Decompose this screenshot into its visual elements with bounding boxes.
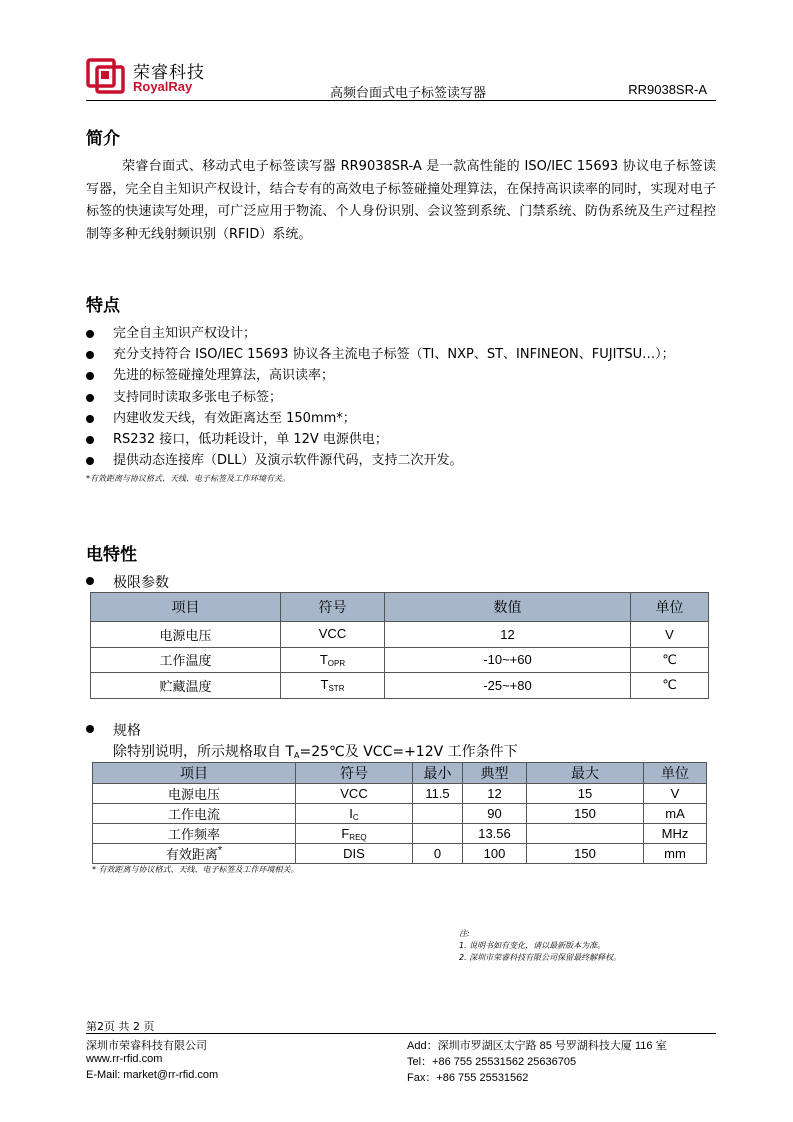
revision-notes: [459, 928, 621, 964]
electrical-heading: 电特性: [86, 545, 137, 565]
list-item: 完全自主知识产权设计；: [86, 323, 726, 344]
column-header: 符号: [281, 593, 385, 622]
document-title: 高频台面式电子标签读写器: [330, 86, 487, 101]
cell-symbol: $T_{STR}$: [281, 673, 385, 699]
specs-table: [92, 762, 707, 864]
feature-list: [86, 323, 726, 471]
table-header-row: [91, 593, 709, 622]
column-header: 数值: [385, 593, 631, 622]
list-item: 充分支持符合 ISO/IEC 15693 协议各主流电子标签（TI、NXP、ST、INFINEON、FUJITSU…）；: [86, 344, 726, 365]
footer-email-link[interactable]: E-Mail: market@rr-rfid.com: [86, 1069, 219, 1081]
table-row: [91, 622, 709, 648]
cell-typ: 12: [463, 784, 527, 804]
cell-symbol: $I_C$: [296, 804, 413, 824]
specs-label: 规格: [86, 720, 141, 740]
table-row: [93, 844, 707, 864]
column-header: 单位: [631, 593, 709, 622]
cell-symbol: $T_{OPR}$: [281, 647, 385, 673]
cell-symbol: DIS: [296, 844, 413, 864]
cell-value: -10~+60: [385, 647, 631, 673]
table-row: [91, 647, 709, 673]
list-item: 提供动态连接库（DLL）及演示软件源代码，支持二次开发。: [86, 450, 726, 471]
column-header: 最大: [527, 763, 644, 784]
intro-heading: 简介: [86, 129, 120, 149]
column-header: 项目: [91, 593, 281, 622]
cell-unit: V: [644, 784, 707, 804]
cell-unit: mm: [644, 844, 707, 864]
column-header: 项目: [93, 763, 296, 784]
cell-symbol: VCC: [281, 622, 385, 648]
cell-value: 12: [385, 622, 631, 648]
cell-unit: ℃: [631, 673, 709, 699]
notes-title: 注:: [459, 929, 470, 938]
intro-paragraph: 荣睿台面式、移动式电子标签读写器 RR9038SR-A 是一款高性能的 ISO/IEC 15693 协议电子标签读写器，完全自主知识产权设计，结合专有的高效电子标签碰撞处理算法，在保持高识读率的同时，实现对电子标签的快速读写处理，可广泛应用于物流、个人身份识别、会议签到系统、门禁系统、防伪系统及生产过程控制等多种无线射频识别（RFID）系统。: [86, 159, 716, 242]
table-row: [93, 804, 707, 824]
column-header: 最小: [413, 763, 463, 784]
footer-tel: Tel：+86 755 25531562 25636705: [407, 1056, 577, 1068]
column-header: 单位: [644, 763, 707, 784]
list-item: 内建收发天线，有效距离达至 150mm*；: [86, 408, 726, 429]
notes-line: 1. 说明书如有变化，请以最新版本为准。: [459, 941, 606, 950]
cell-item: 电源电压: [91, 622, 281, 648]
specs-footnote: * 有效距离与协议格式、天线、电子标签及工作环境相关。: [92, 865, 299, 874]
cell-max: 15: [527, 784, 644, 804]
limits-label: 极限参数: [86, 572, 169, 592]
company-logo-icon: [86, 58, 126, 94]
cell-item: 工作电流: [93, 804, 296, 824]
table-row: [93, 824, 707, 844]
footer-company: 深圳市荣睿科技有限公司: [86, 1040, 207, 1052]
cell-typ: 13.56: [463, 824, 527, 844]
header-divider: [86, 100, 716, 101]
cell-min: 11.5: [413, 784, 463, 804]
cell-item: 工作温度: [91, 647, 281, 673]
footer-divider: [86, 1033, 716, 1034]
brand-name-cn: 荣睿科技: [133, 63, 205, 83]
cell-max: 150: [527, 804, 644, 824]
cell-item: 电源电压: [93, 784, 296, 804]
footer-fax: Fax：+86 755 25531562: [407, 1072, 529, 1084]
features-heading: 特点: [86, 296, 120, 316]
cell-max: 150: [527, 844, 644, 864]
feature-footnote: *有效距离与协议格式、天线、电子标签及工作环境有关。: [86, 474, 290, 483]
cell-unit: ℃: [631, 647, 709, 673]
table-row: [91, 673, 709, 699]
cell-min: [413, 824, 463, 844]
cell-unit: MHz: [644, 824, 707, 844]
cell-symbol: VCC: [296, 784, 413, 804]
table-header-row: [93, 763, 707, 784]
footer-address: Add：深圳市罗湖区太宁路 85 号罗湖科技大厦 116 室: [407, 1040, 667, 1052]
table-row: [93, 784, 707, 804]
list-item: RS232 接口，低功耗设计，单 12V 电源供电；: [86, 429, 726, 450]
page-number: 第2页 共 2 页: [86, 1020, 155, 1033]
list-item: 先进的标签碰撞处理算法，高识读率；: [86, 365, 726, 386]
brand-name-en: RoyalRay: [133, 79, 193, 94]
product-model: RR9038SR-A: [628, 82, 707, 97]
cell-value: -25~+80: [385, 673, 631, 699]
cell-min: 0: [413, 844, 463, 864]
cell-item: 工作频率: [93, 824, 296, 844]
cell-item: 贮藏温度: [91, 673, 281, 699]
limits-table: [90, 592, 709, 699]
cell-typ: 90: [463, 804, 527, 824]
cell-unit: V: [631, 622, 709, 648]
cell-unit: mA: [644, 804, 707, 824]
column-header: 典型: [463, 763, 527, 784]
cell-typ: 100: [463, 844, 527, 864]
cell-symbol: $F_{REQ}$: [296, 824, 413, 844]
cell-max: [527, 824, 644, 844]
list-item: 支持同时读取多张电子标签；: [86, 387, 726, 408]
footer-website-link[interactable]: www.rr-rfid.com: [86, 1053, 163, 1065]
spec-conditions: 除特别说明，所示规格取自 $T_A=25℃$及 VCC=+12V 工作条件下: [113, 744, 518, 760]
cell-item: 有效距离*: [93, 844, 296, 864]
notes-line: 2. 深圳市荣睿科技有限公司保留最终解释权。: [459, 953, 622, 962]
column-header: 符号: [296, 763, 413, 784]
cell-min: [413, 804, 463, 824]
